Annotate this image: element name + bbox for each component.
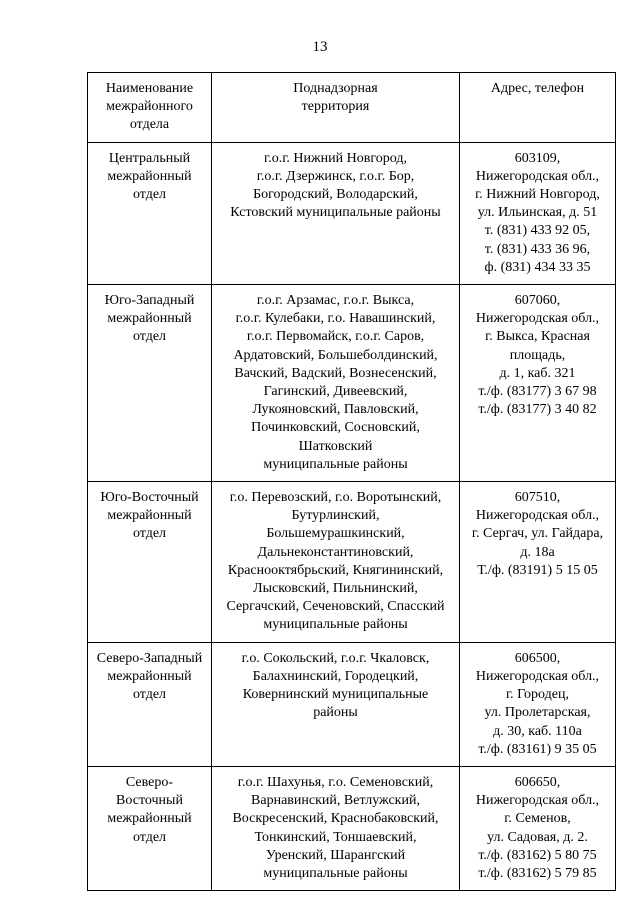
department-name-cell-line: межрайонный (107, 508, 192, 524)
department-name-cell-line: межрайонный (107, 311, 192, 327)
department-name-cell (88, 285, 212, 482)
header-territory-line: Поднадзорная (293, 81, 378, 96)
address-cell-line: Нижегородская обл., (475, 508, 600, 524)
address-cell-line: т./ф. (83162) 5 80 75 (478, 847, 597, 863)
table-row (88, 642, 616, 766)
territory-cell (212, 642, 460, 766)
territory-cell-line: Тонкинский, Тоншаевский, (254, 829, 417, 845)
department-name-cell-line: отдел (132, 687, 167, 703)
territory-cell-line: Балахнинский, Городецкий, (252, 668, 419, 684)
table-row (88, 482, 616, 643)
address-cell-line: г. Сергач, ул. Гайдара, (471, 526, 604, 542)
header-address (460, 73, 616, 143)
department-name-cell (88, 766, 212, 890)
territory-cell (212, 766, 460, 890)
address-cell-line: 607060, (514, 293, 561, 309)
address-cell-line: т./ф. (83177) 3 67 98 (478, 384, 597, 400)
department-name-cell-line: Северо- (125, 774, 174, 790)
territory-cell-line: г.о.г. Арзамас, г.о.г. Выкса, (256, 293, 415, 309)
header-address-line: Адрес, телефон (490, 81, 585, 96)
department-name-cell (88, 142, 212, 284)
territory-cell-line: Лысковский, Пильнинский, (253, 581, 418, 597)
address-cell-line: д. 30, каб. 110а (493, 723, 582, 739)
territory-cell-line: Шатковский (298, 438, 373, 454)
address-cell-line: г. Семенов, (504, 811, 571, 827)
address-cell (460, 142, 616, 284)
territory-cell-line: Уренский, Шарангский (265, 847, 406, 863)
territory-cell-line: Починковский, Сосновский, (251, 420, 420, 436)
table-row (88, 285, 616, 482)
territory-cell (212, 142, 460, 284)
department-name-cell-line: Восточный (116, 793, 183, 809)
territory-cell-line: г.о. Перевозский, г.о. Воротынский, (229, 490, 442, 506)
address-cell-line: Нижегородская обл., (475, 668, 600, 684)
address-cell-line: 603109, (514, 150, 561, 166)
department-name-cell-line: Юго-Западный (104, 293, 195, 309)
department-name-cell-line: межрайонный (107, 811, 192, 827)
address-cell-line: 606650, (514, 774, 561, 790)
address-cell-line: площадь, (509, 347, 566, 363)
department-name-cell (88, 482, 212, 643)
address-cell-line: т. (831) 433 36 96, (484, 241, 591, 257)
page-number: 13 (312, 39, 328, 55)
department-name-cell-line: межрайонный (107, 668, 192, 684)
header-department-name-line: Наименование (105, 81, 194, 96)
territory-cell-line: муниципальные районы (263, 865, 408, 881)
department-name-cell-line: отдел (132, 829, 167, 845)
table-row (88, 766, 616, 890)
address-cell-line: г. Городец, (506, 687, 569, 703)
address-cell (460, 642, 616, 766)
address-cell-line: д. 18а (520, 544, 555, 560)
address-cell-line: Нижегородская обл., (475, 793, 600, 809)
department-name-cell-line: Центральный (108, 150, 191, 166)
territory-cell-line: муниципальные районы (263, 617, 408, 633)
territory-cell-line: г.о.г. Первомайск, г.о.г. Саров, (246, 329, 425, 345)
territory-cell-line: Лукояновский, Павловский, (252, 402, 419, 418)
territory-cell-line: Вачский, Вадский, Вознесенский, (234, 365, 437, 381)
address-cell (460, 766, 616, 890)
department-name-cell-line: Юго-Восточный (100, 490, 199, 506)
territory-cell-line: г.о. Сокольский, г.о.г. Чкаловск, (241, 650, 430, 666)
department-name-cell (88, 642, 212, 766)
address-cell (460, 285, 616, 482)
territory-cell-line: Ардатовский, Большеболдинский, (233, 347, 438, 363)
territory-cell-line: Бутурлинский, (291, 508, 380, 524)
header-department-name-line: отдела (129, 117, 170, 133)
address-cell-line: 606500, (514, 650, 561, 666)
territory-cell-line: г.о.г. Шахунья, г.о. Семеновский, (237, 774, 434, 790)
department-name-cell-line: отдел (132, 187, 167, 203)
table-row (88, 142, 616, 284)
department-name-cell-line: отдел (132, 526, 167, 542)
territory-cell-line: Гагинский, Дивеевский, (263, 384, 408, 400)
territory-cell-line: Кстовский муниципальные районы (230, 205, 441, 221)
address-cell-line: т./ф. (83177) 3 40 82 (478, 402, 597, 418)
address-cell-line: 607510, (514, 490, 561, 506)
department-name-cell-line: межрайонный (107, 168, 192, 184)
header-department-name (88, 73, 212, 143)
address-cell-line: т./ф. (83162) 5 79 85 (478, 865, 597, 881)
territory-cell-line: Сергачский, Сеченовский, Спасский (226, 599, 445, 615)
header-department-name-line: межрайонного (106, 99, 193, 115)
territory-cell-line: Богородский, Володарский, (253, 187, 418, 203)
address-cell-line: Т./ф. (83191) 5 15 05 (477, 562, 598, 578)
territory-cell (212, 285, 460, 482)
territory-cell-line: Дальнеконстантиновский, (257, 544, 414, 560)
territory-cell-line: Варнавинский, Ветлужский, (251, 793, 420, 809)
territory-cell-line: г.о.г. Кулебаки, г.о. Навашинский, (235, 311, 436, 327)
address-cell-line: г. Выкса, Красная (485, 329, 590, 345)
address-cell-line: ул. Садовая, д. 2. (487, 829, 588, 845)
territory-cell (212, 482, 460, 643)
territory-cell-line: г.о.г. Дзержинск, г.о.г. Бор, (256, 168, 415, 184)
department-name-cell-line: отдел (132, 329, 167, 345)
header-territory-line: территория (301, 99, 370, 115)
territory-cell-line: Краснооктябрьский, Княгининский, (227, 562, 444, 578)
territory-cell-line: Ковернинский муниципальные (242, 687, 429, 703)
header-territory (212, 73, 460, 143)
address-cell-line: Нижегородская обл., (475, 168, 600, 184)
address-cell-line: т. (831) 433 92 05, (484, 223, 591, 239)
territory-cell-line: муниципальные районы (263, 456, 408, 472)
address-cell-line: т./ф. (83161) 9 35 05 (478, 741, 597, 757)
department-name-cell-line: Северо-Западный (96, 650, 203, 666)
territory-cell-line: Большемурашкинский, (266, 526, 405, 542)
territory-cell-line: районы (313, 705, 358, 721)
address-cell-line: д. 1, каб. 321 (499, 365, 576, 381)
address-cell-line: ул. Ильинская, д. 51 (477, 205, 598, 221)
address-cell-line: г. Нижний Новгород, (475, 187, 600, 203)
address-cell-line: ул. Пролетарская, (484, 705, 591, 721)
table-header-row (88, 73, 616, 143)
address-cell-line: Нижегородская обл., (475, 311, 600, 327)
address-cell-line: ф. (831) 434 33 35 (484, 259, 591, 275)
address-cell (460, 482, 616, 643)
departments-table (87, 72, 616, 891)
territory-cell-line: Воскресенский, Краснобаковский, (232, 811, 439, 827)
territory-cell-line: г.о.г. Нижний Новгород, (264, 150, 407, 166)
